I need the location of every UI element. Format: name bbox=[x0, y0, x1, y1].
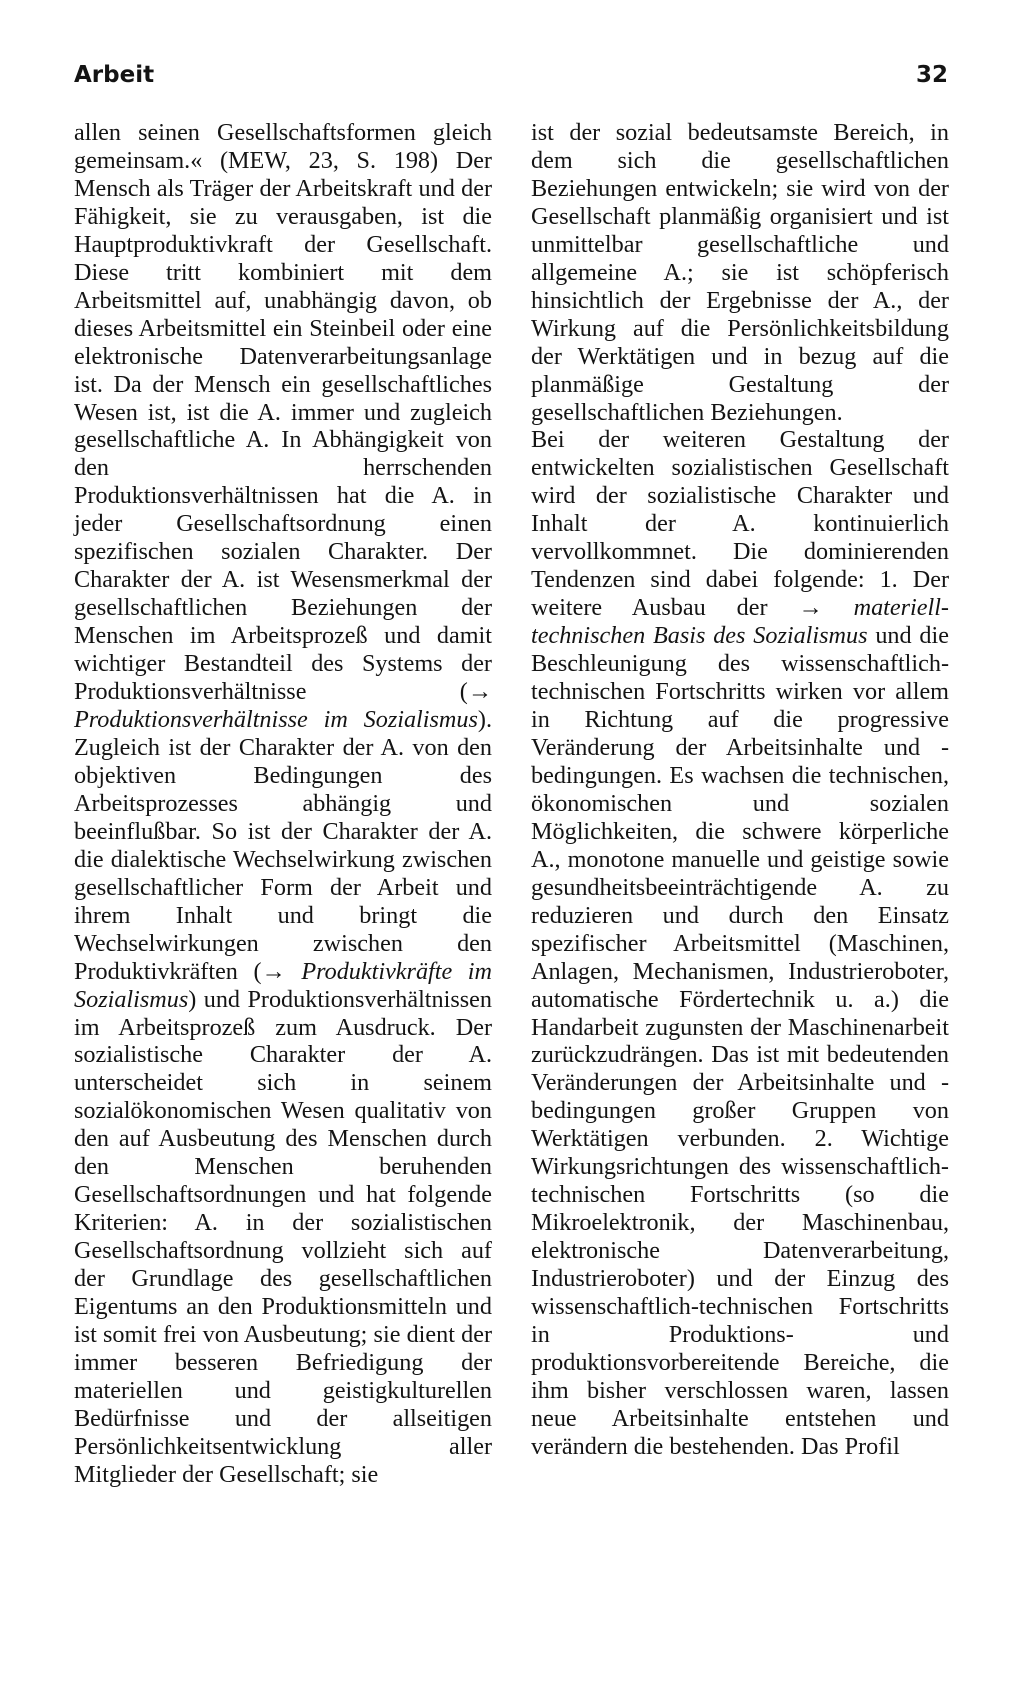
left-paragraph bbox=[74, 119, 492, 1489]
left-text-3: ) und Produktionsverhältnissen im Arbeitsprozeß zum Ausdruck. Der sozialistische Charakter der A. unterscheidet sich in seinem sozialökonomischen Wesen qualitativ von den auf Ausbeutung des Menschen durch den Menschen beruhenden Gesellschaftsordnungen und hat folgende Kriterien: A. in der sozialistischen Gesellschaftsordnung vollzieht sich auf der Grundlage des gesellschaftlichen Eigentums an den Produktionsmitteln und ist somit frei von Ausbeutung; sie dient der immer besseren Befriedigung der materiellen und geistigkulturellen Bedürfnisse und der allseitigen Persönlichkeitsentwicklung aller Mitglieder der Gesellschaft; sie bbox=[74, 985, 492, 1488]
right-text-2: und die Beschleunigung des wissenschaftlich-technischen Fortschritts wirken vor allem in Richtung auf die progressive Veränderung der Arbeitsinhalte und -bedingungen. Es wachsen die technischen, ökonomischen und sozialen Möglichkeiten, die schwere körperliche A., monotone manuelle und geistige sowie gesundheitsbeeinträchtigende A. zu reduzieren und durch den Einsatz spezifischer Arbeitsmittel (Maschinen, Anlagen, Mechanismen, Industrieroboter, automatische Fördertechnik u. a.) die Handarbeit zugunsten der Maschinenarbeit zurückzudrängen. Das ist mit bedeutenden Veränderungen der Arbeitsinhalte und -bedingungen großer Gruppen von Werktätigen verbunden. 2. Wichtige Wirkungsrichtungen des wissenschaftlich-technischen Fortschritts (so die Mikroelektronik, der Maschinenbau, elektronische Datenverarbeitung, Industrieroboter) und der Einzug des wissenschaftlich-technischen Fortschritts in Produktions- und produktionsvorbereitende Bereiche, die ihm bisher verschlossen waren, lassen neue Arbeitsinhalte entstehen und verändern die bestehenden. Das Profil bbox=[531, 622, 949, 1460]
left-column bbox=[74, 119, 492, 1489]
cross-reference-arrow-icon: → bbox=[798, 594, 823, 622]
cross-reference-link[interactable]: Produktivkräfte im Sozialismus bbox=[74, 957, 492, 1013]
right-text-1: Bei der weiteren Gestaltung der entwickelten sozialistischen Gesellschaft wird der sozialistische Charakter und Inhalt der A. kontinuierlich vervollkommnet. Die dominierenden Tendenzen sind dabei folgende: 1. Der weitere Ausbau der bbox=[531, 426, 949, 622]
cross-reference-arrow-icon: → bbox=[467, 678, 492, 706]
left-text-2: ). Zugleich ist der Charakter der A. von den objektiven Bedingungen des Arbeitsprozesses abhängig und beeinflußbar. So ist der Charakter der A. die dialektische Wechselwirkung zwischen gesellschaftlicher Form der Arbeit und ihrem Inhalt und bringt die Wechselwirkungen zwischen den Produktivkräften ( bbox=[74, 706, 492, 985]
cross-reference-link[interactable]: Produktionsverhältnisse im Sozialismus bbox=[74, 706, 478, 734]
running-head bbox=[74, 62, 948, 96]
right-paragraph-1: ist der sozial bedeutsamste Bereich, in dem sich die gesellschaftlichen Beziehungen entwickeln; sie wird von der Gesellschaft planmäßig organisiert und ist unmittelbar gesellschaftliche und allgemeine A.; sie ist schöpferisch hinsichtlich der Ergebnisse der A., der Wirkung auf die Persönlichkeitsbildung der Werktätigen und in bezug auf die planmäßige Gestaltung der gesellschaftlichen Beziehungen. bbox=[531, 119, 949, 426]
page-title: Arbeit bbox=[74, 62, 155, 88]
cross-reference-arrow-icon: → bbox=[261, 957, 286, 985]
cross-reference-link[interactable]: materiell-technischen Basis des Sozialismus bbox=[531, 594, 949, 650]
page-number: 32 bbox=[915, 62, 948, 88]
right-column bbox=[531, 119, 949, 1461]
left-text-1: allen seinen Gesellschaftsformen gleich gemeinsam.« (MEW, 23, S. 198) Der Mensch als Träger der Arbeitskraft und der Fähigkeit, sie zu verausgaben, ist die Hauptproduktivkraft der Gesellschaft. Diese tritt kombiniert mit dem Arbeitsmittel auf, unabhängig davon, ob dieses Arbeitsmittel ein Steinbeil oder eine elektronische Datenverarbeitungsanlage ist. Da der Mensch ein gesellschaftliches Wesen ist, ist die A. immer und zugleich gesellschaftliche A. In Abhängigkeit von den herrschenden Produktionsverhältnissen hat die A. in jeder Gesellschaftsordnung einen spezifischen sozialen Charakter. Der Charakter der A. ist Wesensmerkmal der gesellschaftlichen Beziehungen der Menschen im Arbeitsprozeß und damit wichtiger Bestandteil des Systems der Produktionsverhältnisse ( bbox=[74, 119, 492, 706]
right-paragraph-2 bbox=[531, 426, 949, 1460]
